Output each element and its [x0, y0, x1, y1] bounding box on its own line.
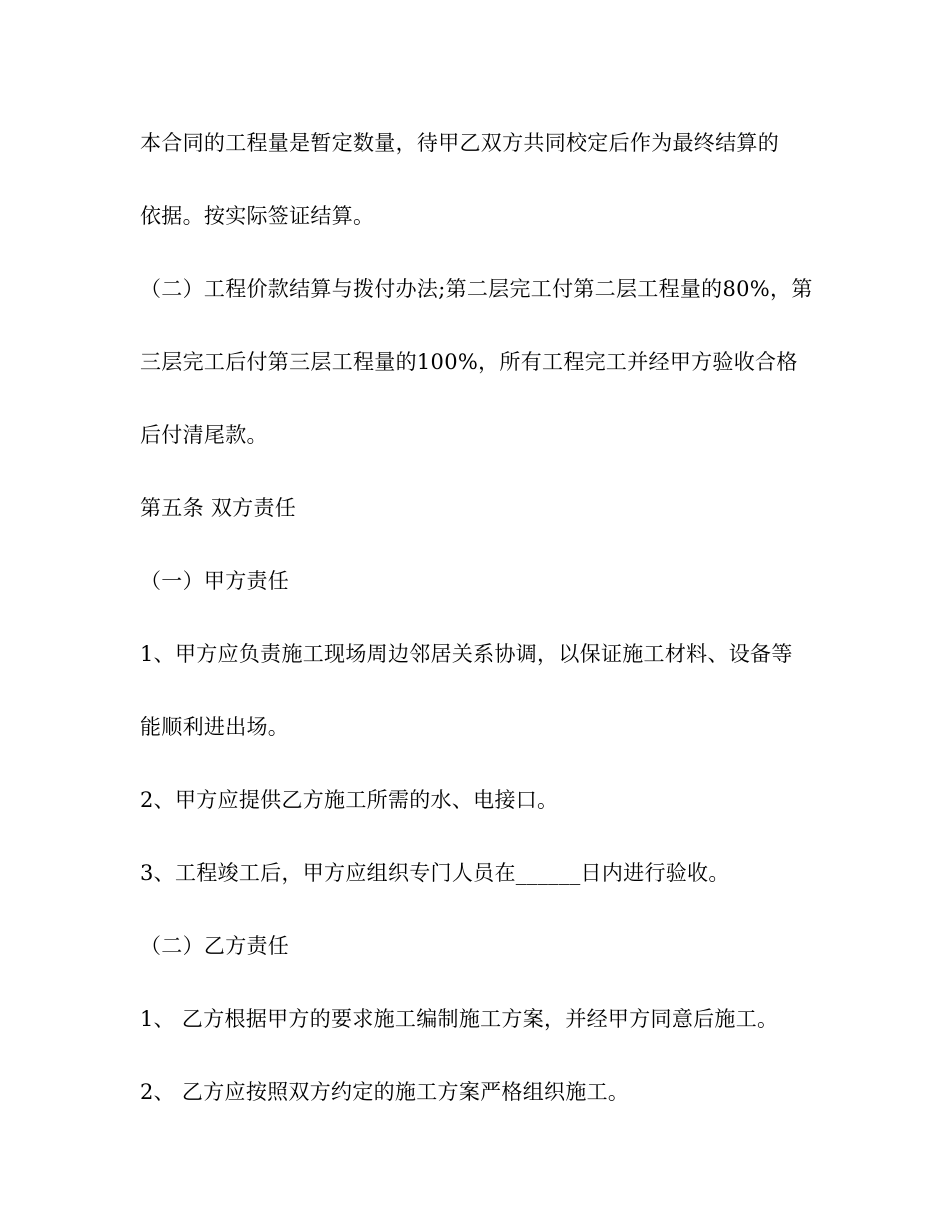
- paragraph-line: 后付清尾款。: [140, 423, 268, 447]
- list-item: 2、 乙方应按照双方约定的施工方案严格组织施工。: [140, 1080, 630, 1104]
- subsection-heading: （二）乙方责任: [140, 934, 290, 958]
- paragraph-line: 本合同的工程量是暂定数量，待甲乙双方共同校定后作为最终结算的: [140, 131, 779, 155]
- subsection-heading: （一）甲方责任: [140, 569, 290, 593]
- paragraph-line: 三层完工后付第三层工程量的100%，所有工程完工并经甲方验收合格: [140, 350, 798, 374]
- list-item: 1、 乙方根据甲方的要求施工编制施工方案，并经甲方同意后施工。: [140, 1007, 779, 1031]
- list-item: 3、工程竣工后，甲方应组织专门人员在______日内进行验收。: [140, 861, 730, 885]
- paragraph-line: 依据。按实际签证结算。: [140, 204, 375, 228]
- list-item-continuation: 能顺利进出场。: [140, 715, 290, 739]
- list-item: 2、甲方应提供乙方施工所需的水、电接口。: [140, 788, 559, 812]
- section-heading: 第五条 双方责任: [140, 496, 297, 520]
- list-item: 1、甲方应负责施工现场周边邻居关系协调，以保证施工材料、设备等: [140, 642, 793, 666]
- paragraph-line: （二）工程价款结算与拨付办法;第二层完工付第二层工程量的80%，第: [140, 277, 813, 301]
